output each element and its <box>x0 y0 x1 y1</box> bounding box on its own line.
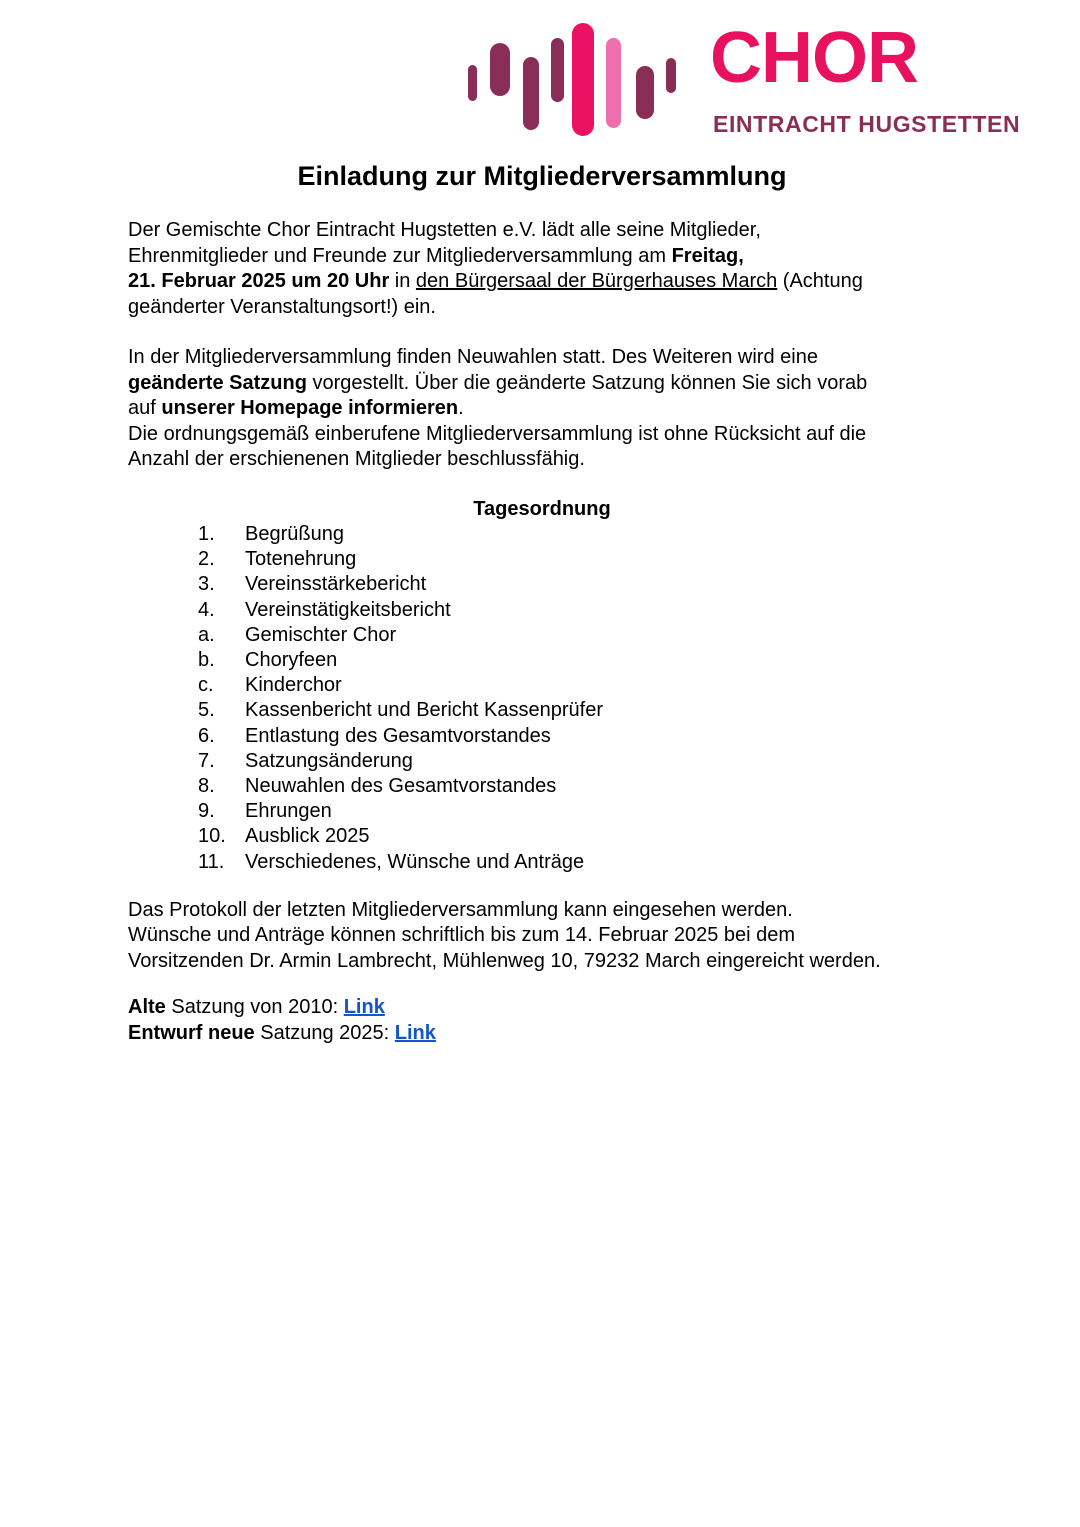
details-paragraph <box>128 345 956 473</box>
agenda-item-marker: 1. <box>198 523 215 545</box>
text-segment: vorgestellt. Über die geänderte Satzung können Sie sich vorab <box>306 371 868 394</box>
agenda-item-label: Vereinsstärkebericht <box>245 573 427 596</box>
agenda-item-label: Kinderchor <box>245 674 342 697</box>
agenda-item-marker: c. <box>198 674 214 697</box>
agenda-item-marker: 8. <box>198 775 215 798</box>
logo-brand: CHOR <box>710 18 918 98</box>
logo-subtitle: EINTRACHT HUGSTETTEN <box>713 111 1021 137</box>
agenda-item-marker: 4. <box>198 598 215 621</box>
text-segment: . <box>458 397 464 419</box>
text-segment: Die ordnungsgemäß einberufene Mitgliederversammlung ist ohne Rücksicht auf die <box>128 422 867 445</box>
text-segment: In der Mitgliederversammlung finden Neuwahlen statt. Des Weiteren wird eine <box>128 346 818 368</box>
entwurf-neue-satzung-2025-link[interactable]: Link <box>394 1021 436 1044</box>
agenda-item-label: Verschiedenes, Wünsche und Anträge <box>245 850 585 873</box>
text-segment: den Bürgersaal der Bürgerhauses March <box>415 270 778 292</box>
agenda-item <box>128 799 956 824</box>
soundwave-bar <box>636 66 654 119</box>
soundwave-icon <box>460 22 678 137</box>
agenda-item-label: Totenehrung <box>245 548 357 571</box>
agenda-item <box>128 850 956 875</box>
soundwave-bar <box>572 23 594 136</box>
text-line <box>128 949 956 975</box>
agenda-item-label: Begrüßung <box>245 523 344 545</box>
intro-paragraph <box>128 218 956 320</box>
text-segment: Freitag, <box>671 244 744 267</box>
agenda-item <box>128 598 956 623</box>
alte-satzung-2010-link[interactable]: Link <box>343 996 385 1019</box>
soundwave-bar <box>490 43 510 96</box>
text-segment: Der Gemischte Chor Eintracht Hugstetten e.V. lädt alle seine Mitglieder, <box>128 219 761 241</box>
statutes-links-block <box>128 995 956 1046</box>
text-line <box>128 995 956 1021</box>
text-line <box>128 396 956 422</box>
text-segment: unserer Homepage informieren <box>161 397 459 419</box>
agenda-item-label: Gemischter Chor <box>245 623 397 646</box>
text-line <box>128 1021 956 1047</box>
text-segment: Wünsche und Anträge können schriftlich bis zum 14. Februar 2025 bei dem <box>128 924 796 947</box>
agenda-item <box>128 673 956 698</box>
agenda-item <box>128 547 956 572</box>
text-line <box>128 295 956 321</box>
agenda-item-label: Choryfeen <box>245 649 338 672</box>
agenda-item-marker: 3. <box>198 573 215 596</box>
text-segment: Anzahl der erschienenen Mitglieder beschlussfähig. <box>128 448 585 470</box>
agenda-item-marker: 6. <box>198 724 215 747</box>
text-segment: Satzung 2025: <box>254 1021 395 1044</box>
text-segment: Vorsitzenden Dr. Armin Lambrecht, Mühlenweg 10, 79232 March eingereicht werden. <box>128 949 881 972</box>
text-segment: auf <box>128 397 162 419</box>
agenda-item-marker: a. <box>198 623 215 646</box>
agenda-item-label: Satzungsänderung <box>245 749 413 772</box>
soundwave-bar <box>666 58 676 93</box>
text-segment: Entwurf neue <box>128 1021 255 1044</box>
agenda-item-label: Entlastung des Gesamtvorstandes <box>245 724 551 747</box>
text-line <box>128 422 956 448</box>
agenda-item-marker: 9. <box>198 800 215 823</box>
agenda-list <box>128 522 956 875</box>
text-segment: Satzung von 2010: <box>165 996 344 1019</box>
agenda-item <box>128 522 956 547</box>
agenda-item <box>128 648 956 673</box>
text-segment: 21. Februar 2025 um 20 Uhr <box>128 270 390 292</box>
text-segment: Alte <box>128 996 166 1019</box>
agenda-item-label: Neuwahlen des Gesamtvorstandes <box>245 775 557 798</box>
text-line <box>128 898 956 924</box>
text-line <box>128 269 956 295</box>
agenda-item-label: Ehrungen <box>245 800 332 823</box>
text-line <box>128 345 956 371</box>
agenda-item-marker: 10. <box>198 825 226 848</box>
text-line <box>128 447 956 473</box>
agenda-item-marker: 11. <box>198 850 225 873</box>
text-line <box>128 218 956 244</box>
agenda-item-label: Ausblick 2025 <box>245 825 370 848</box>
agenda-item-marker: 5. <box>198 699 215 722</box>
agenda-item-label: Vereinstätigkeitsbericht <box>245 598 451 621</box>
agenda-item-label: Kassenbericht und Bericht Kassenprüfer <box>245 699 603 722</box>
soundwave-bar <box>523 57 539 130</box>
text-segment: Das Protokoll der letzten Mitgliederversammlung kann eingesehen werden. <box>128 898 793 921</box>
soundwave-bar <box>551 38 564 102</box>
agenda-item <box>128 749 956 774</box>
text-segment: Ehrenmitglieder und Freunde zur Mitgliederversammlung am <box>128 244 672 267</box>
text-segment: (Achtung <box>777 270 863 292</box>
agenda-item <box>128 724 956 749</box>
text-segment: geänderte Satzung <box>128 371 307 394</box>
soundwave-bar <box>468 65 477 101</box>
agenda-item-marker: b. <box>198 649 215 672</box>
agenda-item <box>128 698 956 723</box>
text-segment: geänderter Veranstaltungsort!) ein. <box>128 295 436 318</box>
agenda-heading: Tagesordnung <box>473 497 611 520</box>
letter-content <box>128 160 956 1046</box>
text-line <box>128 371 956 397</box>
agenda-item <box>128 774 956 799</box>
agenda-item-marker: 2. <box>198 548 215 571</box>
text-segment: in <box>389 270 416 292</box>
text-line <box>128 923 956 949</box>
soundwave-bar <box>606 38 621 128</box>
page-title: Einladung zur Mitgliederversammlung <box>297 161 787 191</box>
agenda-item <box>128 824 956 849</box>
text-line <box>128 244 956 270</box>
protocol-paragraph <box>128 898 956 975</box>
agenda-item-marker: 7. <box>198 749 215 772</box>
agenda-item <box>128 572 956 597</box>
agenda-item <box>128 623 956 648</box>
